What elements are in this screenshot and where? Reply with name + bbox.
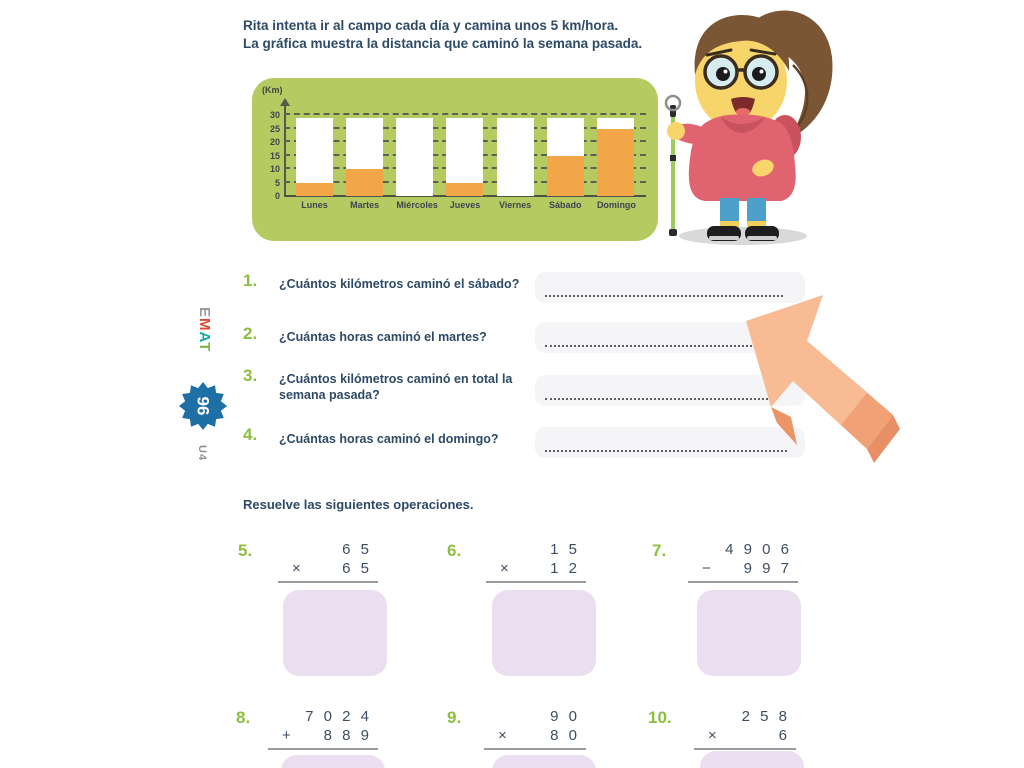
chart-column-domingo bbox=[597, 115, 634, 196]
operand-top: 2 5 8 bbox=[741, 708, 790, 725]
operation-rule-line bbox=[694, 748, 796, 750]
work-area-box[interactable] bbox=[283, 590, 387, 676]
y-tick-label: 20 bbox=[269, 137, 280, 148]
problem-number: 8. bbox=[236, 708, 251, 727]
operations-instruction: Resuelve las siguientes operaciones. bbox=[243, 497, 474, 512]
orange-arrow-icon bbox=[743, 291, 923, 473]
chart-column-sábado bbox=[547, 115, 584, 196]
operation-rule-line bbox=[484, 748, 586, 750]
operation-block bbox=[282, 708, 374, 750]
operand-bottom: 8 0 bbox=[550, 727, 580, 744]
chart-day-label: Jueves bbox=[449, 200, 481, 210]
operation-block bbox=[498, 708, 582, 750]
chart-plot-area bbox=[269, 110, 642, 201]
chart-unit-label: (Km) bbox=[262, 85, 283, 95]
operand-top: 6 5 bbox=[342, 541, 372, 558]
logo-letter: A bbox=[196, 331, 213, 343]
work-area-box[interactable] bbox=[281, 755, 385, 768]
operand-top: 4 9 0 6 bbox=[725, 541, 792, 558]
operator-sign: × bbox=[292, 560, 304, 577]
problem-number: 9. bbox=[447, 708, 462, 727]
chart-bar bbox=[597, 129, 634, 197]
question-number: 4. bbox=[243, 425, 258, 444]
intro-line-2: La gráfica muestra la distancia que caminó la semana pasada. bbox=[243, 35, 643, 51]
operator-sign: + bbox=[282, 727, 294, 744]
problem-number: 10. bbox=[648, 708, 672, 727]
chart-day-label: Miércoles bbox=[396, 200, 438, 210]
problem-number: 7. bbox=[652, 541, 667, 560]
chart-column-martes bbox=[346, 115, 383, 196]
operation-rule-line bbox=[486, 581, 586, 583]
chart-column-lunes bbox=[296, 115, 333, 196]
work-area-box[interactable] bbox=[492, 590, 596, 676]
operand-bottom: 8 8 9 bbox=[323, 727, 372, 744]
operand-bottom: 6 bbox=[778, 727, 790, 744]
intro-line-1: Rita intenta ir al campo cada día y camina unos 5 km/hora. bbox=[243, 18, 619, 33]
problem-number: 6. bbox=[447, 541, 462, 560]
logo-letter: M bbox=[196, 318, 213, 332]
operand-bottom: 9 9 7 bbox=[743, 560, 792, 577]
work-area-box[interactable] bbox=[700, 751, 804, 768]
chart-bar bbox=[547, 156, 584, 197]
logo-letter: T bbox=[196, 342, 213, 353]
operand-bottom: 1 2 bbox=[550, 560, 580, 577]
operand-top: 7 0 2 4 bbox=[305, 708, 372, 725]
operation-rule-line bbox=[268, 748, 378, 750]
operand-top: 9 0 bbox=[550, 708, 580, 725]
dotted-answer-line bbox=[545, 345, 752, 347]
operator-sign: × bbox=[498, 727, 510, 744]
operand-bottom: 6 5 bbox=[342, 560, 372, 577]
work-area-box[interactable] bbox=[492, 755, 596, 768]
logo-letter: E bbox=[196, 307, 213, 319]
column-background bbox=[396, 118, 433, 196]
question-number: 1. bbox=[243, 271, 258, 290]
work-area-box[interactable] bbox=[697, 590, 801, 676]
chart-day-label: Viernes bbox=[498, 200, 532, 210]
operation-block bbox=[500, 541, 582, 583]
chart-columns bbox=[286, 115, 642, 196]
question-text: ¿Cuántos kilómetros caminó en total la semana pasada? bbox=[279, 372, 513, 403]
page-number-badge bbox=[179, 382, 227, 430]
y-tick-label: 0 bbox=[274, 191, 280, 201]
question-text: ¿Cuántos kilómetros caminó el sábado? bbox=[279, 277, 520, 291]
chart-day-labels bbox=[286, 200, 642, 210]
page-number: 96 bbox=[193, 396, 213, 416]
emat-logo bbox=[196, 307, 213, 352]
dotted-answer-line bbox=[545, 398, 768, 400]
y-tick-label: 25 bbox=[269, 123, 280, 134]
operation-block bbox=[292, 541, 374, 583]
intro-text bbox=[243, 17, 673, 52]
operation-rule-line bbox=[688, 581, 798, 583]
chart-column-viernes bbox=[497, 115, 534, 196]
hiker-girl-illustration bbox=[643, 5, 843, 250]
column-background bbox=[497, 118, 534, 196]
operator-sign: × bbox=[500, 560, 512, 577]
y-tick-label: 5 bbox=[274, 177, 280, 188]
y-tick-label: 30 bbox=[269, 110, 280, 120]
hand bbox=[667, 122, 685, 140]
question-text: ¿Cuántas horas caminó el martes? bbox=[279, 330, 487, 344]
chart-day-label: Martes bbox=[350, 200, 380, 210]
operand-top: 1 5 bbox=[550, 541, 580, 558]
question-number: 3. bbox=[243, 366, 258, 385]
chart-bar bbox=[296, 183, 333, 197]
chart-day-label: Lunes bbox=[301, 200, 328, 210]
chart-day-label: Sábado bbox=[549, 200, 582, 210]
problem-number: 5. bbox=[238, 541, 253, 560]
chart-column-jueves bbox=[446, 115, 483, 196]
question-text: ¿Cuántas horas caminó el domingo? bbox=[279, 432, 499, 446]
y-tick-label: 15 bbox=[269, 150, 280, 161]
unit-label: U4 bbox=[196, 445, 208, 462]
chart-bar bbox=[446, 183, 483, 197]
operator-sign: × bbox=[708, 727, 720, 744]
chart-column-miércoles bbox=[396, 115, 433, 196]
shadow bbox=[679, 227, 807, 245]
chart-bar bbox=[346, 169, 383, 196]
y-axis-arrow bbox=[280, 98, 290, 106]
operation-block bbox=[702, 541, 794, 583]
chart-day-label: Domingo bbox=[596, 200, 636, 210]
distance-chart-panel bbox=[252, 78, 658, 241]
operator-sign: − bbox=[702, 560, 714, 577]
operation-block bbox=[708, 708, 792, 750]
y-tick-label: 10 bbox=[269, 164, 280, 175]
operation-rule-line bbox=[278, 581, 378, 583]
question-number: 2. bbox=[243, 324, 258, 343]
